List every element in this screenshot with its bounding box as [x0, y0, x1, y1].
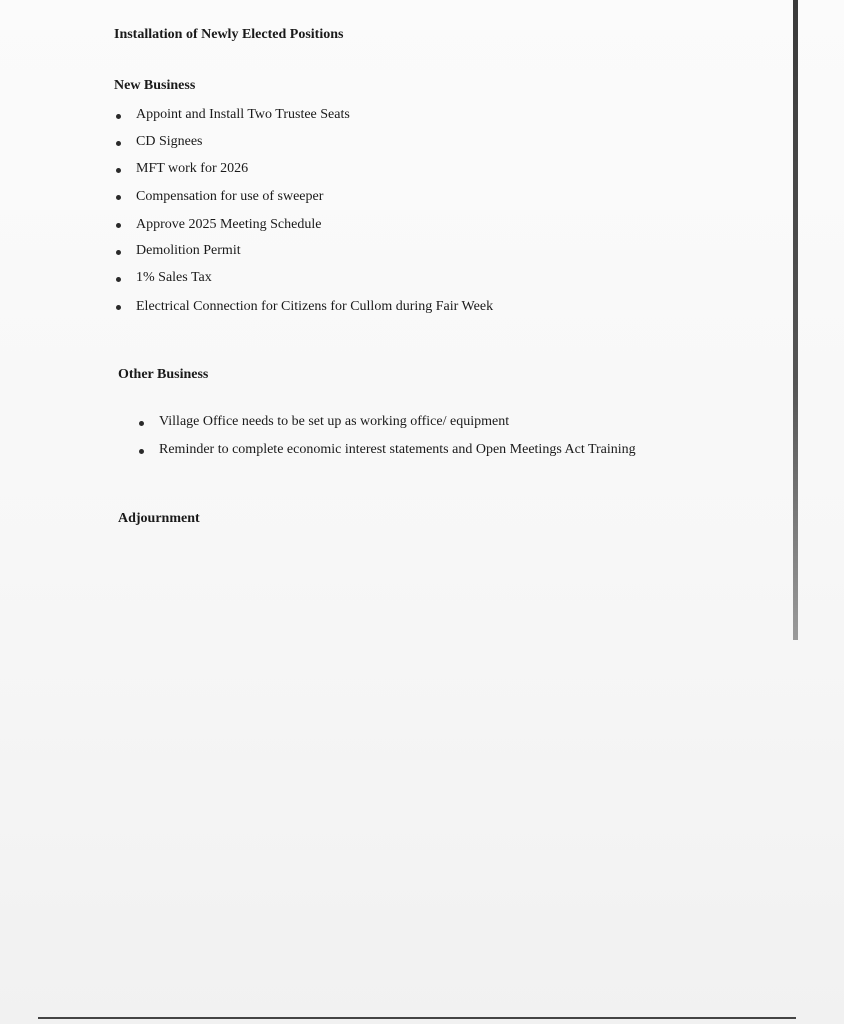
bullet-icon	[116, 277, 121, 282]
bullet-icon	[116, 141, 121, 146]
list-item: CD Signees	[136, 134, 203, 149]
list-item: Appoint and Install Two Trustee Seats	[136, 107, 350, 122]
bullet-icon	[116, 114, 121, 119]
list-item: Compensation for use of sweeper	[136, 189, 324, 204]
bullet-icon	[116, 305, 121, 310]
list-item: Reminder to complete economic interest statements and Open Meetings Act Training	[159, 442, 636, 457]
new-business-heading: New Business	[114, 78, 196, 93]
bullet-icon	[116, 250, 121, 255]
list-item: Village Office needs to be set up as working office/ equipment	[159, 414, 510, 429]
bullet-icon	[139, 449, 144, 454]
bullet-icon	[116, 168, 121, 173]
bullet-icon	[116, 195, 121, 200]
list-item: Approve 2025 Meeting Schedule	[136, 217, 322, 232]
bullet-icon	[116, 223, 121, 228]
installation-heading: Installation of Newly Elected Positions	[114, 27, 344, 42]
list-item: Demolition Permit	[136, 243, 241, 258]
list-item: Electrical Connection for Citizens for Cullom during Fair Week	[136, 299, 494, 314]
bullet-icon	[139, 421, 144, 426]
page-edge-shadow-right	[793, 0, 798, 640]
list-item: 1% Sales Tax	[136, 270, 212, 285]
list-item: MFT work for 2026	[136, 161, 249, 176]
page-edge-shadow-bottom	[38, 1017, 796, 1019]
adjournment-heading: Adjournment	[118, 511, 200, 526]
other-business-heading: Other Business	[118, 367, 209, 382]
